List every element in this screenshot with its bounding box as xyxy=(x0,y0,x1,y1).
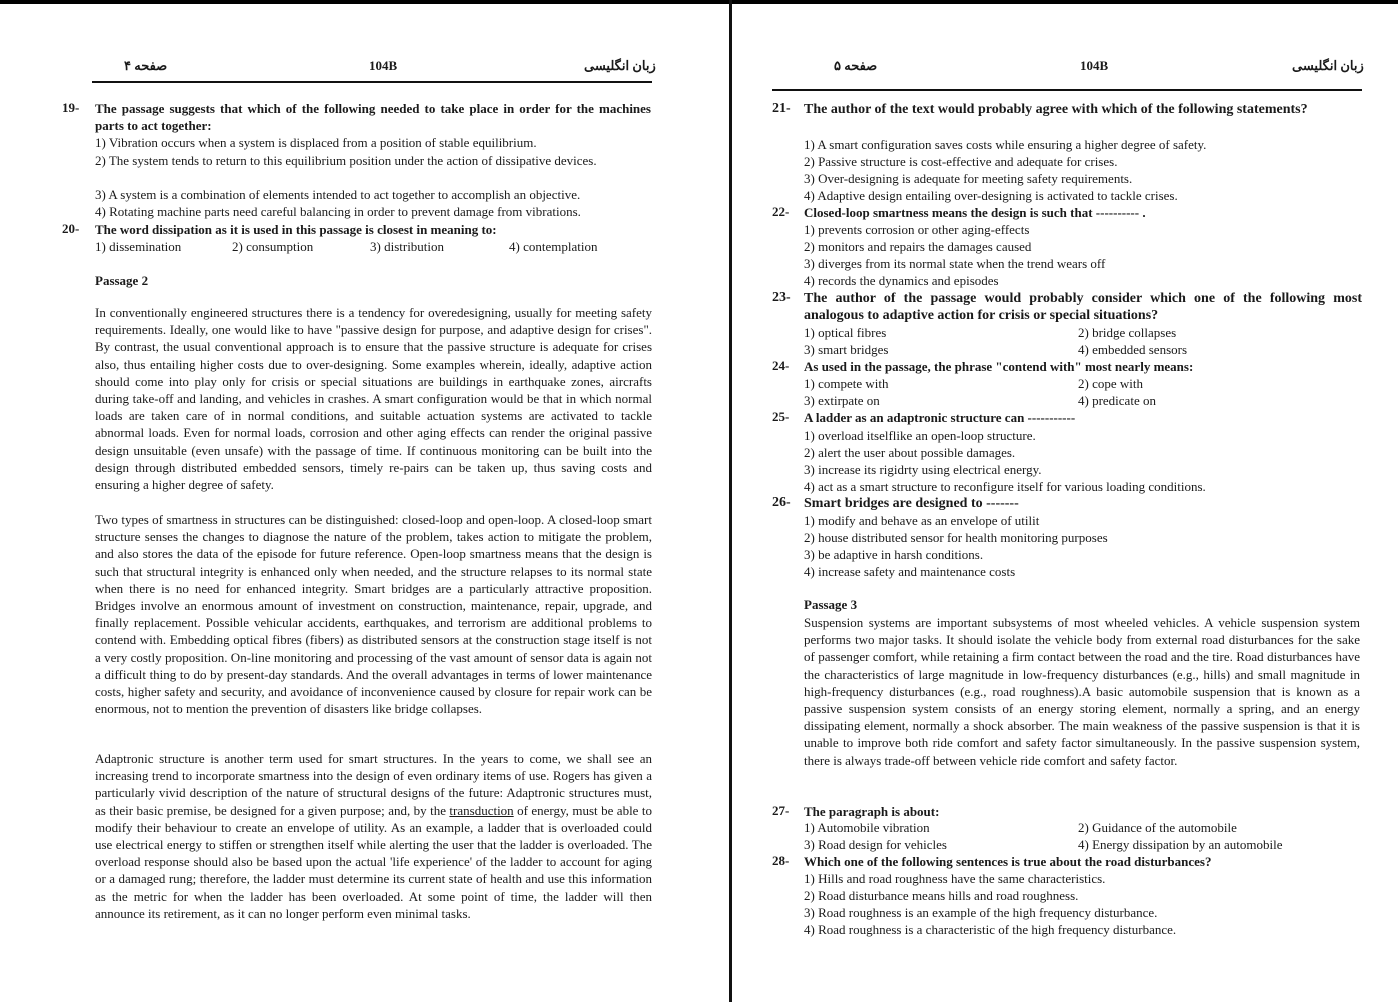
option: 3) A system is a combination of elements intended to act together to accomplish an objective. xyxy=(95,187,581,202)
passage-heading: Passage 2 xyxy=(95,273,149,288)
question-stem: The author of the text would probably agree with which of the following statements? xyxy=(804,102,1308,117)
question-number: 19- xyxy=(62,100,80,115)
option: 4) contemplation xyxy=(509,239,598,254)
option: 4) Energy dissipation by an automobile xyxy=(1078,837,1283,852)
question-number: 21- xyxy=(772,101,791,116)
passage-heading: Passage 3 xyxy=(804,597,858,612)
question-number: 22- xyxy=(772,204,790,219)
header-rule xyxy=(92,81,652,83)
option: 1) Automobile vibration xyxy=(804,820,930,835)
passage-paragraph: In conventionally engineered structures there is a tendency for overedesigning, usually for meeting safety requirements. Ideally, one would like to have "passive design for purpose, and adaptive design for crises". By contrast, the usual conventional approach is to ensure that the passive structure is adequate for crises also, thus entailing higher costs due to over-designing. Some examples wherein, ideally, adaptive action should come into play only for crisis or special situations are buildings in earthquake zones, aircrafts during take-off and landing, and vehicles in crashes. A smart configuration would be that in which normal loads are taken care of in normal conditions, and suitable actuation systems are activated to tackle abnormal loads. Even for normal loads, corrosion and other aging effects can render the original passive design unsuitable (even unsafe) with the passage of time. If continuous monitoring can be built into the design through distributed embedded sensors, timely re-pairs can be taken up, thus saving costs and ensuring a higher degree of safety. xyxy=(95,305,652,493)
question-stem: The paragraph is about: xyxy=(804,804,940,819)
subject-label: زبان انگلیسی xyxy=(584,58,656,73)
option: 1) overload itselflike an open-loop structure. xyxy=(804,428,1036,443)
question-stem: As used in the passage, the phrase "contend with" most nearly means: xyxy=(804,359,1194,374)
option: 3) diverges from its normal state when the trend wears off xyxy=(804,256,1106,271)
option: 3) be adaptive in harsh conditions. xyxy=(804,547,984,562)
option: 1) compete with xyxy=(804,376,889,391)
option: 2) monitors and repairs the damages caused xyxy=(804,239,1032,254)
option: 2) house distributed sensor for health monitoring purposes xyxy=(804,530,1108,545)
option: 2) bridge collapses xyxy=(1078,325,1177,340)
option: 3) extirpate on xyxy=(804,393,880,408)
option: 2) Guidance of the automobile xyxy=(1078,820,1237,835)
exam-code: 104B xyxy=(369,58,398,73)
question-number: 20- xyxy=(62,221,80,236)
option: 1) Vibration occurs when a system is displaced from a position of stable equilibrium. xyxy=(95,135,537,150)
option: 3) increase its rigidrty using electrical energy. xyxy=(804,462,1042,477)
underlined-word: transduction xyxy=(449,802,514,818)
option: 1) A smart configuration saves costs while ensuring a higher degree of safety. xyxy=(804,137,1207,152)
option: 3) distribution xyxy=(370,239,445,254)
option: 2) The system tends to return to this equilibrium position under the action of dissipative devices. xyxy=(95,153,597,168)
passage-paragraph xyxy=(95,750,652,922)
option: 1) dissemination xyxy=(95,239,182,254)
option: 1) modify and behave as an envelope of utilit xyxy=(804,513,1040,528)
option: 1) optical fibres xyxy=(804,325,887,340)
option: 1) prevents corrosion or other aging-effects xyxy=(804,222,1030,237)
option: 4) Adaptive design entailing over-designing is activated to tackle crises. xyxy=(804,188,1178,203)
header-rule xyxy=(772,89,1362,91)
option: 2) alert the user about possible damages. xyxy=(804,445,1016,460)
question-number: 27- xyxy=(772,803,790,818)
question-stem: The passage suggests that which of the following needed to take place in order for the machines parts to act together: xyxy=(95,101,651,133)
option: 2) consumption xyxy=(232,239,314,254)
question-number: 23- xyxy=(772,290,791,305)
option: 4) increase safety and maintenance costs xyxy=(804,564,1016,579)
page-number-label: صفحه ۴ xyxy=(124,58,168,73)
option: 4) records the dynamics and episodes xyxy=(804,273,999,288)
question-stem: The author of the passage would probably consider which one of the following most analogous to adaptive action for crisis or special situations? xyxy=(804,291,1362,323)
option: 4) act as a smart structure to reconfigure itself for various loading conditions. xyxy=(804,479,1206,494)
question-number: 28- xyxy=(772,853,790,868)
option: 2) Passive structure is cost-effective and adequate for crises. xyxy=(804,154,1118,169)
option: 4) predicate on xyxy=(1078,393,1156,408)
question-stem: Smart bridges are designed to ------- xyxy=(804,496,1019,511)
option: 3) smart bridges xyxy=(804,342,889,357)
exam-code: 104B xyxy=(1080,58,1109,73)
option: 3) Road roughness is an example of the high frequency disturbance. xyxy=(804,905,1158,920)
question-stem: Closed-loop smartness means the design is such that ---------- . xyxy=(804,205,1146,220)
question-number: 26- xyxy=(772,495,791,510)
subject-label: زبان انگلیسی xyxy=(1292,58,1364,73)
option: 4) embedded sensors xyxy=(1078,342,1188,357)
question-number: 24- xyxy=(772,358,790,373)
option: 3) Road design for vehicles xyxy=(804,837,947,852)
question-number: 25- xyxy=(772,409,790,424)
page-number-label: صفحه ۵ xyxy=(834,58,878,73)
passage-paragraph: Suspension systems are important subsystems of most wheeled vehicles. A vehicle suspension system performs two major tasks. It should isolate the vehicle body from external road disturbances for the sake of passenger comfort, while retaining a firm contact between the road and the tire. Road disturbances have the characteristics of large magnitude in low-frequency disturbances (e.g., hills) and small magnitude in high-frequency disturbances (e.g., road roughness).A basic automobile suspension that is known as a passive suspension system consists of an energy storing element, normally a spring, and an energy dissipating element, normally a shock absorber. The main weakness of the passive suspension is that it is unable to improve both ride comfort and safety factor simultaneously. In the passive suspension system, there is always trade-off between vehicle ride comfort and safety factor. xyxy=(804,615,1360,768)
question-stem: A ladder as an adaptronic structure can ----------- xyxy=(804,410,1076,425)
right-page xyxy=(732,0,1398,1002)
option: 3) Over-designing is adequate for meeting safety requirements. xyxy=(804,171,1133,186)
option: 4) Rotating machine parts need careful balancing in order to prevent damage from vibrations. xyxy=(95,204,581,219)
option: 2) cope with xyxy=(1078,376,1143,391)
question-stem: The word dissipation as it is used in this passage is closest in meaning to: xyxy=(95,222,497,237)
question-stem: Which one of the following sentences is true about the road disturbances? xyxy=(804,854,1212,869)
passage-paragraph: Two types of smartness in structures can be distinguished: closed-loop and open-loop. A closed-loop smart structure senses the changes to diagnose the nature of the problem, takes action to mitigate the problem, and also stores the data of the episode for future reference. Open-loop smartness means that the design is such that structural integrity is enhanced only when needed, and the structure relapses to its normal state when there is no need for enhanced integrity. Smart bridges are a particularly attractive proposition. Bridges involve an enormous amount of investment on construction, maintenance, repair, upgrade, and finally replacement. Possible vehicular accidents, earthquakes, and terrorism are additional problems to contend with. Embedding optical fibres (fibers) as distributed sensors at the construction stage itself is not a very costly proposition. On-line monitoring and processing of the vast amount of sensor data is again not a difficult thing to do by present-day standards. And the overall advantages in terms of lower maintenance costs, higher safety and security, and avoidance of inconvenience caused by closure for repair work can be enormous, not to mention the prevention of disasters like bridge collapses. xyxy=(95,512,652,717)
option: 4) Road roughness is a characteristic of the high frequency disturbance. xyxy=(804,922,1177,937)
text-segment: Adaptronic structure is another term used for smart structures. In the years to come, we shall see an increasing trend to incorporate smartness into the design of even ordinary items of use. Rogers has given a particularly vivid description of the nature of structural designs of the future: Adaptronic structures must, as their basic premise, be designed for a given purpose; and, by the xyxy=(95,751,652,818)
text-segment: of energy, must be able to modify their behaviour to create an envelope of utility. As an example, a ladder that is overloaded could use electrical energy to stiffen or strengthen itself while alerting the user that the ladder is overloaded. The overload response should also be based upon the actual 'life experience' of the ladder to account for aging or a damaged rung; therefore, the ladder must determine its current state of health and use this information as the metric for when the ladder has been overloaded. At some point of time, the ladder will then announce its retirement, as it can no longer perform even minimal tasks. xyxy=(95,802,652,921)
option: 1) Hills and road roughness have the same characteristics. xyxy=(804,871,1106,886)
option: 2) Road disturbance means hills and road roughness. xyxy=(804,888,1079,903)
